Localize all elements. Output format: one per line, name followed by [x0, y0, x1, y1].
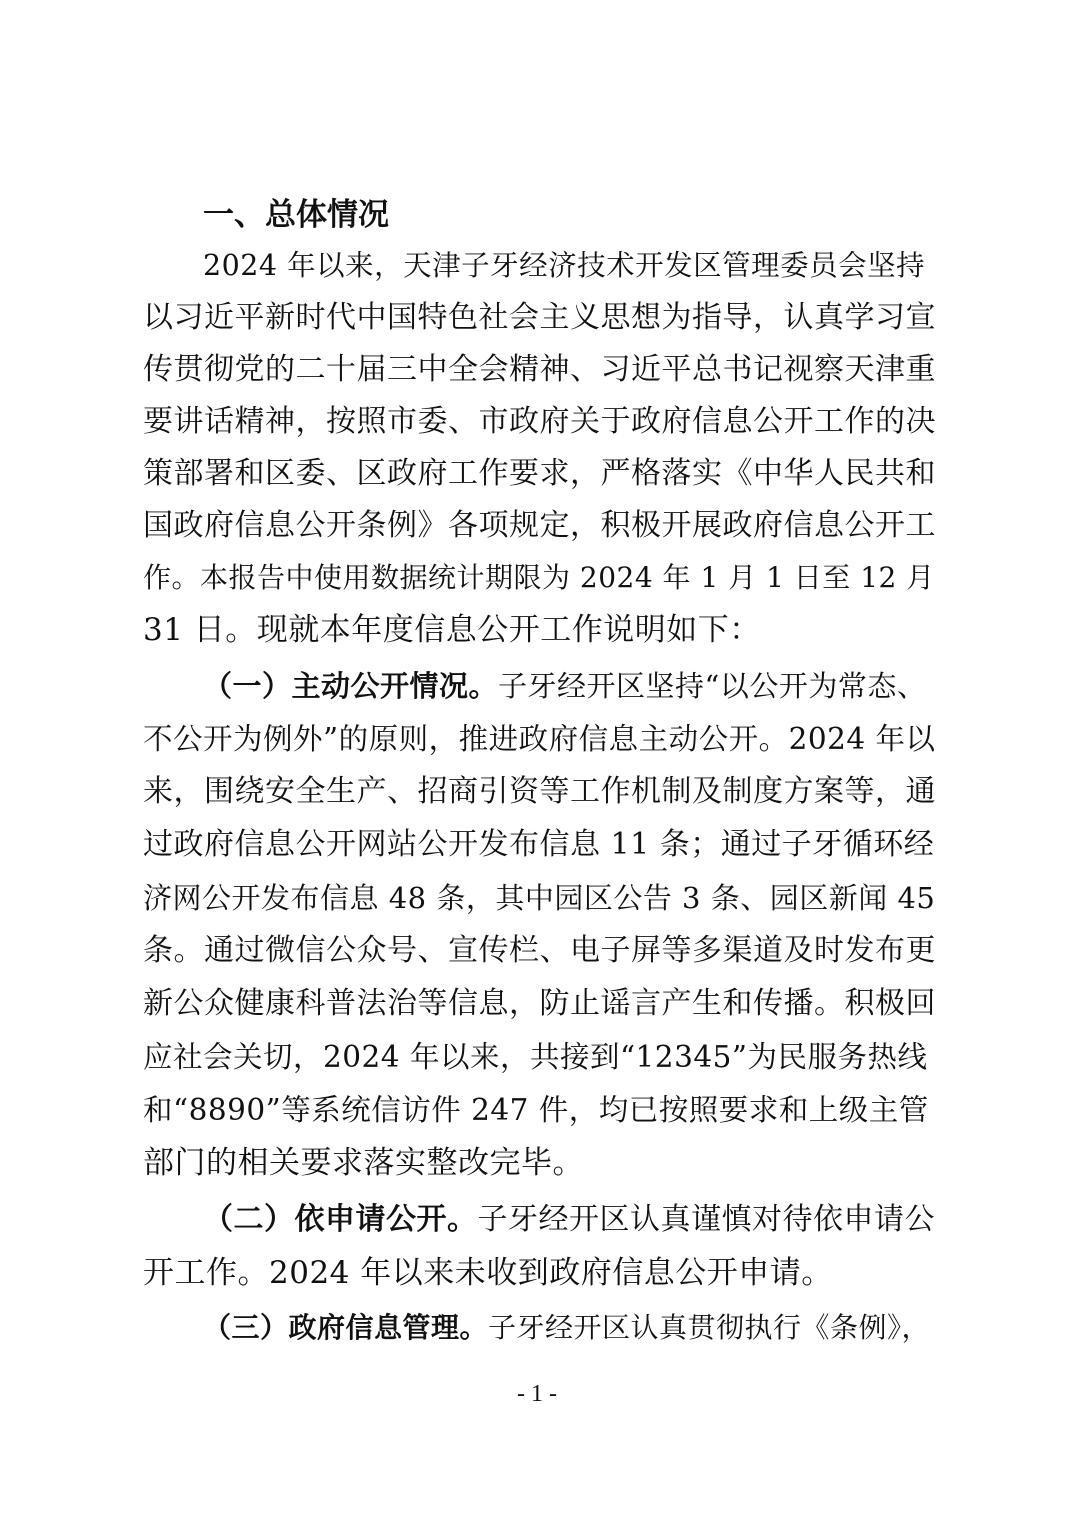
section1-line-8: 应社会关切，2024 年以来，共接到“12345”为民服务热线 — [143, 1040, 928, 1074]
section2-lead: （二）依申请公开。 — [203, 1202, 478, 1237]
intro-line-3: 传贯彻党的二十届三中全会精神、习近平总书记视察天津重 — [143, 352, 936, 387]
section1-line-7: 新公众健康科普法治等信息，防止谣言产生和传播。积极回 — [143, 986, 936, 1021]
intro-line-2: 以习近平新时代中国特色社会主义思想为指导，认真学习宣 — [143, 300, 936, 335]
intro-line-8: 31 日。现就本年度信息公开工作说明如下： — [143, 612, 761, 648]
intro-line-6: 国政府信息公开条例》各项规定，积极开展政府信息公开工 — [143, 508, 936, 543]
intro-line-4: 要讲话精神，按照市委、市政府关于政府信息公开工作的决 — [143, 404, 936, 439]
section2-first-line-text: 子牙经开区认真谨慎对待依申请公 — [477, 1202, 935, 1237]
intro-line-7: 作。本报告中使用数据统计期限为 2024 年 1 月 1 日至 12 月 — [143, 561, 935, 594]
page-number: - 1 - — [517, 1381, 557, 1407]
intro-line-5: 策部署和区委、区政府工作要求，严格落实《中华人民共和 — [143, 456, 936, 491]
intro-line-1: 2024 年以来，天津子牙经济技术开发区管理委员会坚持 — [203, 249, 926, 282]
section1-line-2: 不公开为例外”的原则，推进政府信息主动公开。2024 年以 — [143, 722, 936, 756]
section1-line-9: 和“8890”等系统信访件 247 件，均已按照要求和上级主管 — [143, 1093, 929, 1127]
section3-first-line-text: 子牙经开区认真贯彻执行《条例》， — [488, 1311, 931, 1344]
section3-lead: （三）政府信息管理。 — [203, 1311, 489, 1344]
section1-first-line-text: 子牙经开区坚持“以公开为常态、 — [498, 669, 927, 703]
section1-line-6: 条。通过微信公众号、宣传栏、电子屏等多渠道及时发布更 — [143, 933, 936, 968]
section1-line-10: 部门的相关要求落实整改完毕。 — [143, 1145, 584, 1181]
section-heading: 一、总体情况 — [203, 197, 389, 233]
section2-line-2: 开工作。2024 年以来未收到政府信息公开申请。 — [143, 1255, 833, 1291]
section1-line-3: 来，围绕安全生产、招商引资等工作机制及制度方案等，通 — [143, 774, 936, 809]
section2-first-line — [203, 1194, 935, 1246]
section1-line-5: 济网公开发布信息 48 条，其中园区公告 3 条、园区新闻 45 — [143, 881, 936, 915]
section1-line-4: 过政府信息公开网站公开发布信息 11 条；通过子牙循环经 — [143, 827, 935, 862]
section1-lead: （一）主动公开情况。 — [203, 669, 499, 703]
section1-first-line — [203, 660, 926, 712]
section3-first-line — [203, 1302, 930, 1354]
